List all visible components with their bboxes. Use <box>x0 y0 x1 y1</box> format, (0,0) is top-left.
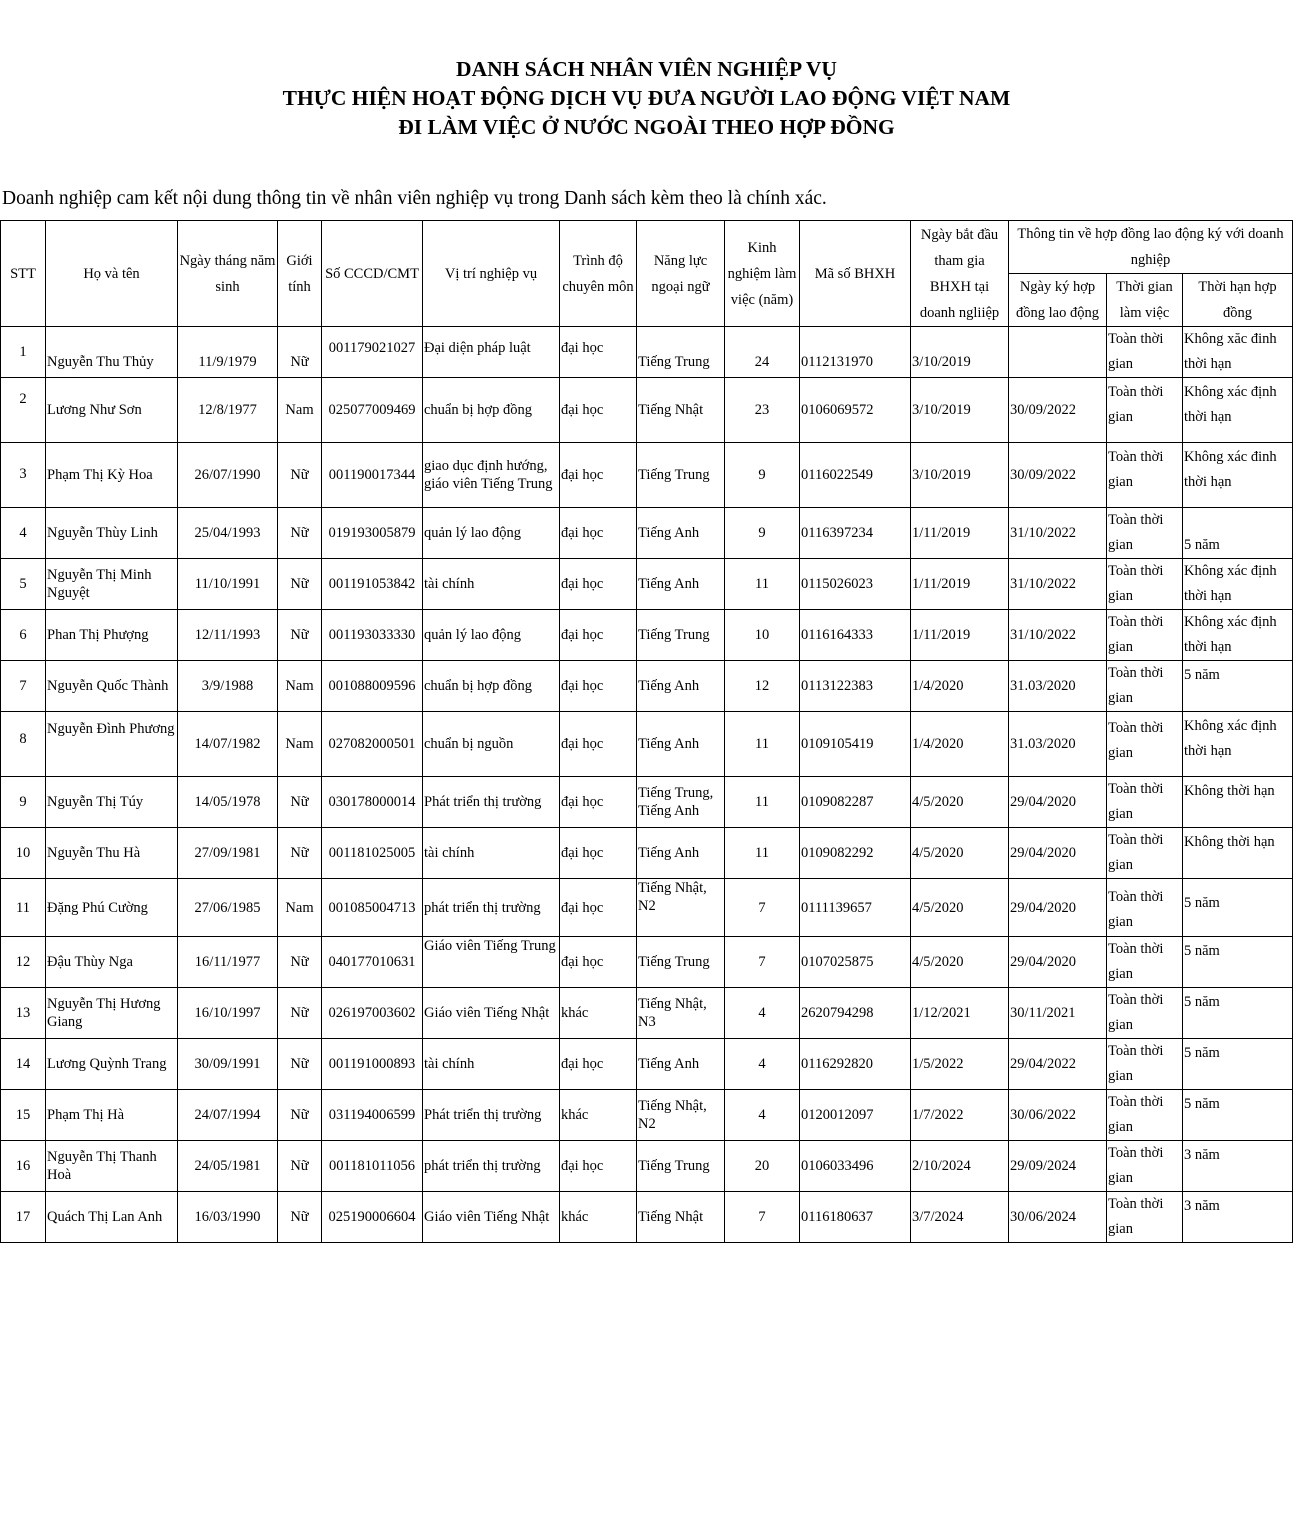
table-row <box>1 661 1293 712</box>
cell-id: 001088009596 <box>322 661 423 712</box>
cell-id: 025190006604 <box>322 1192 423 1243</box>
cell-term: 5 năm <box>1183 508 1293 559</box>
cell-id: 027082000501 <box>322 712 423 777</box>
cell-dob: 24/07/1994 <box>178 1090 278 1141</box>
table-row <box>1 1090 1293 1141</box>
cell-work-time: Toàn thời gian <box>1107 1192 1183 1243</box>
cell-sign-date: 29/04/2020 <box>1009 879 1107 937</box>
cell-position: tài chính <box>423 828 560 879</box>
cell-sign-date: 29/04/2020 <box>1009 828 1107 879</box>
cell-stt: 4 <box>1 508 46 559</box>
cell-dob: 12/11/1993 <box>178 610 278 661</box>
cell-id: 001190017344 <box>322 443 423 508</box>
cell-stt: 16 <box>1 1141 46 1192</box>
cell-dob: 27/09/1981 <box>178 828 278 879</box>
cell-position: quản lý lao động <box>423 508 560 559</box>
cell-bhxh: 0113122383 <box>800 661 911 712</box>
cell-gender: Nữ <box>278 1090 322 1141</box>
cell-bhxh: 0112131970 <box>800 327 911 378</box>
cell-experience: 20 <box>725 1141 800 1192</box>
cell-dob: 16/11/1977 <box>178 937 278 988</box>
cell-id: 001085004713 <box>322 879 423 937</box>
cell-name: Nguyễn Thu Thủy <box>46 327 178 378</box>
cell-language: Tiếng Nhật <box>637 1192 725 1243</box>
cell-work-time: Toàn thời gian <box>1107 443 1183 508</box>
cell-experience: 11 <box>725 777 800 828</box>
cell-bhxh: 0106069572 <box>800 378 911 443</box>
cell-stt: 17 <box>1 1192 46 1243</box>
cell-name: Quách Thị Lan Anh <box>46 1192 178 1243</box>
cell-education: đại học <box>560 937 637 988</box>
cell-stt: 13 <box>1 988 46 1039</box>
cell-bhxh: 0116164333 <box>800 610 911 661</box>
cell-education: đại học <box>560 1039 637 1090</box>
cell-id: 001191000893 <box>322 1039 423 1090</box>
cell-gender: Nữ <box>278 1192 322 1243</box>
cell-dob: 16/03/1990 <box>178 1192 278 1243</box>
col-header-start-bhxh: Ngày bắt đầu tham gia BHXH tại doanh ngliiệp <box>911 221 1009 327</box>
cell-start-bhxh: 1/11/2019 <box>911 559 1009 610</box>
cell-stt: 8 <box>1 712 46 777</box>
cell-work-time: Toàn thời gian <box>1107 879 1183 937</box>
cell-gender: Nữ <box>278 559 322 610</box>
cell-experience: 9 <box>725 508 800 559</box>
cell-sign-date: 31/10/2022 <box>1009 508 1107 559</box>
cell-education: khác <box>560 988 637 1039</box>
cell-stt: 3 <box>1 443 46 508</box>
cell-work-time: Toàn thời gian <box>1107 508 1183 559</box>
cell-dob: 14/07/1982 <box>178 712 278 777</box>
cell-gender: Nữ <box>278 508 322 559</box>
cell-id: 001179021027 <box>322 327 423 378</box>
col-header-term: Thời hạn hợp đồng <box>1183 274 1293 327</box>
cell-term: 5 năm <box>1183 1039 1293 1090</box>
cell-stt: 7 <box>1 661 46 712</box>
cell-gender: Nữ <box>278 327 322 378</box>
cell-name: Lương Như Sơn <box>46 378 178 443</box>
cell-position: giao dục định hướng, giáo viên Tiếng Trung <box>423 443 560 508</box>
cell-stt: 12 <box>1 937 46 988</box>
cell-gender: Nữ <box>278 988 322 1039</box>
cell-name: Nguyễn Thị Túy <box>46 777 178 828</box>
cell-experience: 10 <box>725 610 800 661</box>
cell-start-bhxh: 4/5/2020 <box>911 879 1009 937</box>
table-row <box>1 327 1293 378</box>
cell-id: 001193033330 <box>322 610 423 661</box>
cell-name: Lương Quỳnh Trang <box>46 1039 178 1090</box>
cell-bhxh: 0109105419 <box>800 712 911 777</box>
cell-stt: 5 <box>1 559 46 610</box>
cell-work-time: Toàn thời gian <box>1107 828 1183 879</box>
cell-name: Nguyễn Quốc Thành <box>46 661 178 712</box>
col-header-contract-group: Thông tin về hợp đồng lao động ký với doanh nghiệp <box>1009 221 1293 274</box>
cell-language: Tiếng Trung, Tiếng Anh <box>637 777 725 828</box>
cell-language: Tiếng Anh <box>637 559 725 610</box>
cell-name: Nguyễn Thị Thanh Hoà <box>46 1141 178 1192</box>
cell-name: Nguyễn Thu Hà <box>46 828 178 879</box>
cell-language: Tiếng Trung <box>637 610 725 661</box>
cell-gender: Nữ <box>278 1039 322 1090</box>
cell-term: Không xác định thời hạn <box>1183 610 1293 661</box>
cell-sign-date: 31/10/2022 <box>1009 559 1107 610</box>
cell-position: Giáo viên Tiếng Trung <box>423 937 560 988</box>
cell-bhxh: 0120012097 <box>800 1090 911 1141</box>
cell-name: Phạm Thị Hà <box>46 1090 178 1141</box>
cell-language: Tiếng Nhật, N3 <box>637 988 725 1039</box>
cell-language: Tiếng Trung <box>637 327 725 378</box>
cell-education: đại học <box>560 443 637 508</box>
cell-term: 5 năm <box>1183 937 1293 988</box>
cell-experience: 7 <box>725 879 800 937</box>
cell-start-bhxh: 3/10/2019 <box>911 327 1009 378</box>
table-row <box>1 879 1293 937</box>
cell-sign-date: 31/10/2022 <box>1009 610 1107 661</box>
cell-education: đại học <box>560 777 637 828</box>
table-row <box>1 1141 1293 1192</box>
cell-dob: 16/10/1997 <box>178 988 278 1039</box>
cell-sign-date <box>1009 327 1107 378</box>
cell-work-time: Toàn thời gian <box>1107 661 1183 712</box>
cell-sign-date: 29/04/2020 <box>1009 777 1107 828</box>
cell-experience: 4 <box>725 1039 800 1090</box>
cell-position: chuẩn bị nguồn <box>423 712 560 777</box>
cell-dob: 14/05/1978 <box>178 777 278 828</box>
cell-stt: 6 <box>1 610 46 661</box>
cell-id: 025077009469 <box>322 378 423 443</box>
col-header-bhxh: Mã số BHXH <box>800 221 911 327</box>
cell-experience: 11 <box>725 828 800 879</box>
title-line-1: DANH SÁCH NHÂN VIÊN NGHIỆP VỤ <box>456 57 837 81</box>
cell-experience: 24 <box>725 327 800 378</box>
cell-education: đại học <box>560 610 637 661</box>
col-header-position: Vị trí nghiệp vụ <box>423 221 560 327</box>
cell-term: Không thời hạn <box>1183 777 1293 828</box>
title-line-3: ĐI LÀM VIỆC Ở NƯỚC NGOÀI THEO HỢP ĐỒNG <box>398 115 895 139</box>
cell-work-time: Toàn thời gian <box>1107 1090 1183 1141</box>
cell-name: Đặng Phú Cường <box>46 879 178 937</box>
cell-start-bhxh: 1/4/2020 <box>911 712 1009 777</box>
cell-term: Không thời hạn <box>1183 828 1293 879</box>
cell-stt: 1 <box>1 327 46 378</box>
cell-dob: 11/9/1979 <box>178 327 278 378</box>
cell-dob: 26/07/1990 <box>178 443 278 508</box>
cell-id: 031194006599 <box>322 1090 423 1141</box>
cell-education: khác <box>560 1192 637 1243</box>
cell-bhxh: 0109082287 <box>800 777 911 828</box>
cell-sign-date: 31.03/2020 <box>1009 661 1107 712</box>
cell-dob: 11/10/1991 <box>178 559 278 610</box>
table-row <box>1 988 1293 1039</box>
cell-experience: 4 <box>725 1090 800 1141</box>
cell-position: tài chính <box>423 1039 560 1090</box>
cell-name: Phan Thị Phượng <box>46 610 178 661</box>
cell-experience: 11 <box>725 712 800 777</box>
cell-sign-date: 30/06/2024 <box>1009 1192 1107 1243</box>
cell-stt: 11 <box>1 879 46 937</box>
cell-experience: 9 <box>725 443 800 508</box>
cell-language: Tiếng Nhật, N2 <box>637 879 725 937</box>
cell-gender: Nữ <box>278 610 322 661</box>
commitment-statement: Doanh nghiệp cam kết nội dung thông tin về nhân viên nghiệp vụ trong Danh sách kèm theo là chính xác. <box>2 188 827 209</box>
cell-language: Tiếng Anh <box>637 1039 725 1090</box>
cell-term: Không xác định thời hạn <box>1183 559 1293 610</box>
cell-work-time: Toàn thời gian <box>1107 559 1183 610</box>
col-header-work-time: Thời gian làm việc <box>1107 274 1183 327</box>
col-header-sign-date: Ngày ký hợp đồng lao động <box>1009 274 1107 327</box>
cell-gender: Nam <box>278 879 322 937</box>
table-row <box>1 777 1293 828</box>
cell-work-time: Toàn thời gian <box>1107 988 1183 1039</box>
cell-bhxh: 0109082292 <box>800 828 911 879</box>
cell-education: đại học <box>560 661 637 712</box>
cell-gender: Nam <box>278 661 322 712</box>
cell-start-bhxh: 1/11/2019 <box>911 610 1009 661</box>
cell-experience: 4 <box>725 988 800 1039</box>
cell-gender: Nữ <box>278 1141 322 1192</box>
cell-work-time: Toàn thời gian <box>1107 937 1183 988</box>
cell-id: 030178000014 <box>322 777 423 828</box>
cell-stt: 2 <box>1 378 46 443</box>
cell-education: đại học <box>560 1141 637 1192</box>
table-row <box>1 828 1293 879</box>
col-header-id: Số CCCD/CMT <box>322 221 423 327</box>
cell-name: Nguyễn Đình Phương <box>46 712 178 777</box>
table-row <box>1 378 1293 443</box>
cell-language: Tiếng Nhật <box>637 378 725 443</box>
cell-id: 001181011056 <box>322 1141 423 1192</box>
cell-term: Không xăc đinh thời hạn <box>1183 327 1293 378</box>
cell-experience: 11 <box>725 559 800 610</box>
cell-education: khác <box>560 1090 637 1141</box>
cell-language: Tiếng Anh <box>637 661 725 712</box>
cell-start-bhxh: 1/11/2019 <box>911 508 1009 559</box>
document-title <box>0 55 1293 142</box>
cell-name: Nguyễn Thùy Linh <box>46 508 178 559</box>
cell-language: Tiếng Trung <box>637 937 725 988</box>
cell-sign-date: 30/09/2022 <box>1009 378 1107 443</box>
cell-position: Giáo viên Tiếng Nhật <box>423 988 560 1039</box>
cell-term: Không xác định thời hạn <box>1183 712 1293 777</box>
cell-work-time: Toàn thời gian <box>1107 610 1183 661</box>
cell-position: Phát triển thị trường <box>423 1090 560 1141</box>
cell-sign-date: 29/04/2020 <box>1009 937 1107 988</box>
cell-position: phát triển thị trường <box>423 879 560 937</box>
table-row <box>1 610 1293 661</box>
cell-education: đại học <box>560 712 637 777</box>
table-row <box>1 508 1293 559</box>
cell-education: đại học <box>560 559 637 610</box>
cell-language: Tiếng Anh <box>637 508 725 559</box>
cell-term: 5 năm <box>1183 1090 1293 1141</box>
cell-work-time: Toàn thời gian <box>1107 1141 1183 1192</box>
cell-education: đại học <box>560 879 637 937</box>
col-header-education: Trình độ chuyên môn <box>560 221 637 327</box>
cell-work-time: Toàn thời gian <box>1107 1039 1183 1090</box>
cell-bhxh: 0111139657 <box>800 879 911 937</box>
cell-id: 026197003602 <box>322 988 423 1039</box>
cell-id: 001191053842 <box>322 559 423 610</box>
cell-language: Tiếng Anh <box>637 712 725 777</box>
cell-stt: 10 <box>1 828 46 879</box>
cell-gender: Nữ <box>278 828 322 879</box>
cell-start-bhxh: 3/10/2019 <box>911 378 1009 443</box>
col-header-dob: Ngày tháng năm sinh <box>178 221 278 327</box>
cell-language: Tiếng Nhật, N2 <box>637 1090 725 1141</box>
table-row <box>1 937 1293 988</box>
cell-gender: Nữ <box>278 443 322 508</box>
cell-dob: 27/06/1985 <box>178 879 278 937</box>
title-line-2: THỰC HIỆN HOẠT ĐỘNG DỊCH VỤ ĐƯA NGƯỜI LAO ĐỘNG VIỆT NAM <box>282 86 1011 110</box>
table-row <box>1 559 1293 610</box>
table-row <box>1 443 1293 508</box>
cell-position: chuẩn bị hợp đồng <box>423 378 560 443</box>
cell-id: 040177010631 <box>322 937 423 988</box>
cell-sign-date: 29/04/2022 <box>1009 1039 1107 1090</box>
cell-start-bhxh: 2/10/2024 <box>911 1141 1009 1192</box>
cell-experience: 7 <box>725 937 800 988</box>
cell-name: Nguyễn Thị Minh Nguyệt <box>46 559 178 610</box>
cell-language: Tiếng Anh <box>637 828 725 879</box>
cell-sign-date: 30/09/2022 <box>1009 443 1107 508</box>
cell-gender: Nữ <box>278 777 322 828</box>
cell-education: đại học <box>560 327 637 378</box>
cell-education: đại học <box>560 508 637 559</box>
cell-language: Tiếng Trung <box>637 1141 725 1192</box>
cell-stt: 14 <box>1 1039 46 1090</box>
cell-dob: 3/9/1988 <box>178 661 278 712</box>
cell-name: Phạm Thị Kỳ Hoa <box>46 443 178 508</box>
cell-start-bhxh: 1/5/2022 <box>911 1039 1009 1090</box>
cell-id: 001181025005 <box>322 828 423 879</box>
cell-term: 5 năm <box>1183 988 1293 1039</box>
cell-experience: 7 <box>725 1192 800 1243</box>
cell-position: Đại diện pháp luật <box>423 327 560 378</box>
cell-work-time: Toàn thời gian <box>1107 712 1183 777</box>
cell-stt: 15 <box>1 1090 46 1141</box>
cell-bhxh: 0116292820 <box>800 1039 911 1090</box>
cell-education: đại học <box>560 378 637 443</box>
cell-bhxh: 0115026023 <box>800 559 911 610</box>
cell-position: Giáo viên Tiếng Nhật <box>423 1192 560 1243</box>
col-header-language: Năng lực ngoại ngữ <box>637 221 725 327</box>
cell-sign-date: 30/11/2021 <box>1009 988 1107 1039</box>
cell-bhxh: 0116180637 <box>800 1192 911 1243</box>
cell-position: quản lý lao động <box>423 610 560 661</box>
table-row <box>1 712 1293 777</box>
cell-dob: 30/09/1991 <box>178 1039 278 1090</box>
cell-gender: Nữ <box>278 937 322 988</box>
cell-bhxh: 0116022549 <box>800 443 911 508</box>
cell-work-time: Toàn thời gian <box>1107 378 1183 443</box>
cell-term: Không xác đinh thời hạn <box>1183 443 1293 508</box>
cell-experience: 23 <box>725 378 800 443</box>
cell-work-time: Toàn thời gian <box>1107 327 1183 378</box>
cell-name: Đậu Thùy Nga <box>46 937 178 988</box>
cell-term: Không xác định thời hạn <box>1183 378 1293 443</box>
table-row <box>1 1192 1293 1243</box>
cell-term: 3 năm <box>1183 1192 1293 1243</box>
cell-stt: 9 <box>1 777 46 828</box>
cell-language: Tiếng Trung <box>637 443 725 508</box>
cell-dob: 12/8/1977 <box>178 378 278 443</box>
cell-start-bhxh: 4/5/2020 <box>911 777 1009 828</box>
cell-gender: Nam <box>278 712 322 777</box>
cell-position: chuẩn bị hợp đồng <box>423 661 560 712</box>
cell-name: Nguyễn Thị Hương Giang <box>46 988 178 1039</box>
cell-start-bhxh: 1/7/2022 <box>911 1090 1009 1141</box>
cell-start-bhxh: 3/7/2024 <box>911 1192 1009 1243</box>
col-header-stt: STT <box>1 221 46 327</box>
cell-bhxh: 0106033496 <box>800 1141 911 1192</box>
cell-bhxh: 2620794298 <box>800 988 911 1039</box>
cell-education: đại học <box>560 828 637 879</box>
cell-position: Phát triển thị trường <box>423 777 560 828</box>
cell-term: 5 năm <box>1183 879 1293 937</box>
cell-position: tài chính <box>423 559 560 610</box>
col-header-experience: Kinh nghiệm làm việc (năm) <box>725 221 800 327</box>
cell-start-bhxh: 4/5/2020 <box>911 828 1009 879</box>
cell-term: 3 năm <box>1183 1141 1293 1192</box>
cell-experience: 12 <box>725 661 800 712</box>
cell-sign-date: 30/06/2022 <box>1009 1090 1107 1141</box>
cell-id: 019193005879 <box>322 508 423 559</box>
cell-work-time: Toàn thời gian <box>1107 777 1183 828</box>
cell-start-bhxh: 3/10/2019 <box>911 443 1009 508</box>
col-header-gender: Giới tính <box>278 221 322 327</box>
cell-start-bhxh: 1/12/2021 <box>911 988 1009 1039</box>
cell-sign-date: 31.03/2020 <box>1009 712 1107 777</box>
cell-term: 5 năm <box>1183 661 1293 712</box>
table-row <box>1 1039 1293 1090</box>
cell-bhxh: 0116397234 <box>800 508 911 559</box>
cell-start-bhxh: 1/4/2020 <box>911 661 1009 712</box>
cell-dob: 25/04/1993 <box>178 508 278 559</box>
cell-position: phát triển thị trường <box>423 1141 560 1192</box>
col-header-name: Họ và tên <box>46 221 178 327</box>
cell-sign-date: 29/09/2024 <box>1009 1141 1107 1192</box>
cell-dob: 24/05/1981 <box>178 1141 278 1192</box>
cell-gender: Nam <box>278 378 322 443</box>
staff-table <box>0 220 1293 1243</box>
cell-start-bhxh: 4/5/2020 <box>911 937 1009 988</box>
cell-bhxh: 0107025875 <box>800 937 911 988</box>
